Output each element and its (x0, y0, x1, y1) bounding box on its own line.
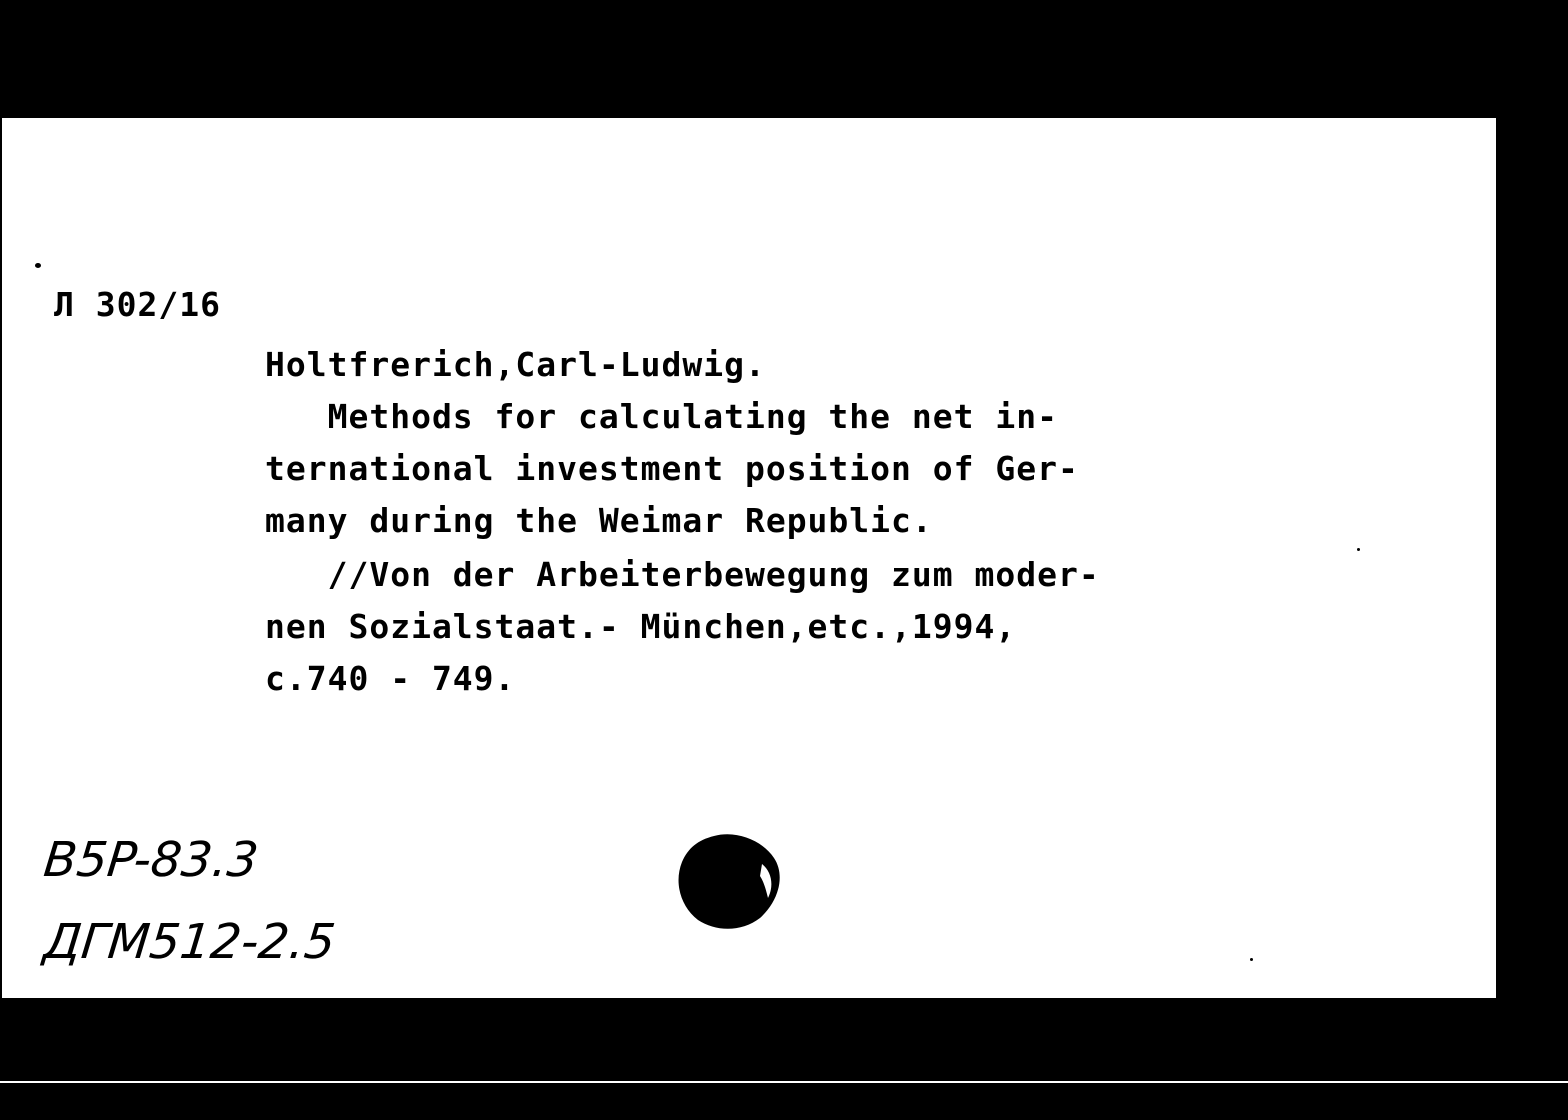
title-line-3: many during the Weimar Republic. (265, 501, 933, 540)
ink-speck (1250, 958, 1253, 961)
handwritten-shelfmark-1: B5P-83.3 (41, 832, 261, 888)
title-line-1: Methods for calculating the net in- (265, 397, 1058, 436)
source-line-2: nen Sozialstaat.- München,etc.,1994, (265, 607, 1017, 646)
scan-edge-line (0, 1081, 1568, 1083)
source-line-1: //Von der Arbeiterbewegung zum moder- (265, 555, 1100, 594)
ink-speck (35, 263, 41, 268)
pages-line: c.740 - 749. (265, 659, 516, 698)
handwritten-shelfmark-2: ДГМ512-2.5 (41, 914, 338, 970)
ink-speck (1357, 548, 1360, 551)
stamp-hole-mark (676, 832, 786, 932)
title-line-2: ternational investment position of Ger- (265, 449, 1079, 488)
call-number: Л 302/16 (54, 285, 221, 324)
author-line: Holtfrerich,Carl-Ludwig. (265, 345, 766, 384)
